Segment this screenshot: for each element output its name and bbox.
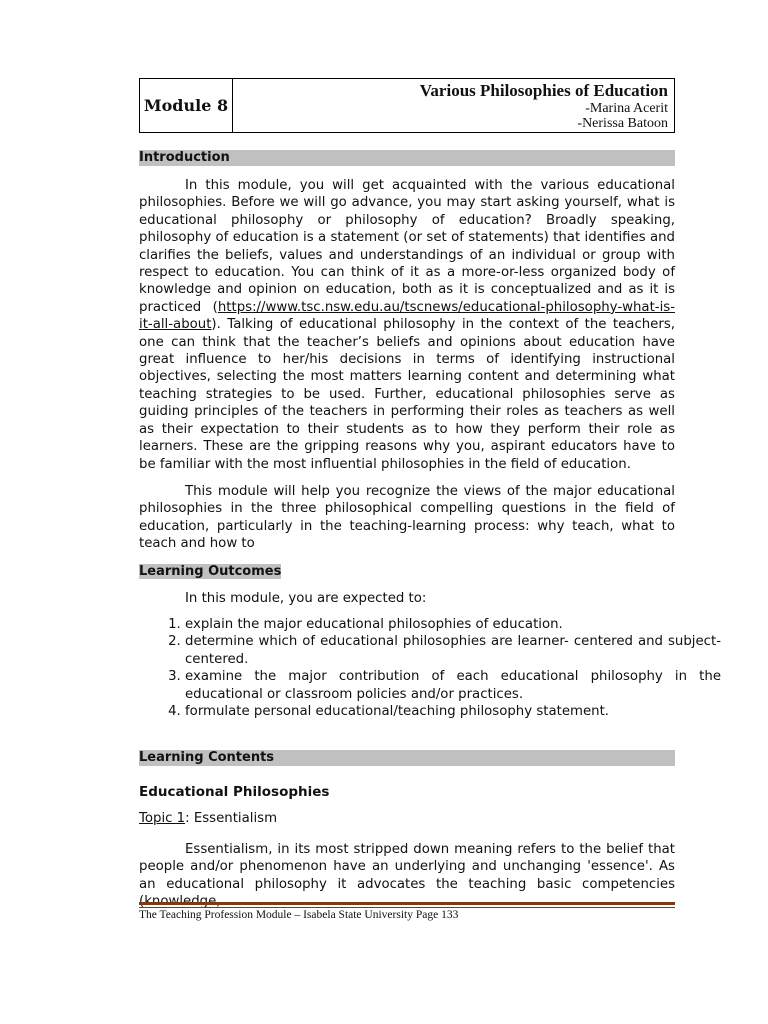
list-item: 3. examine the major contribution of each educational philosophy in the educational or classroom policies and/or practices. bbox=[185, 668, 721, 703]
module-title-block bbox=[233, 79, 674, 132]
list-item: 4. formulate personal educational/teaching philosophy statement. bbox=[185, 703, 721, 720]
essentialism-paragraph: Essentialism, in its most stripped down meaning refers to the belief that people and/or phenomenon have an underlying and unchanging 'essence'. As an educational philosophy it advocates the teaching basic competencies bbox=[139, 842, 675, 892]
intro-text-part-1: In this module, you will get acquainted with the various educational philosophies. Before we will go advance, you may start asking yourself, what is educational philosophy or philosophy of education? Broadly speaking, philosophy of education is a statement (or set of statements) that identifies and clarifies the beliefs, values and understandings of an individual or group with respect to education. You can think of it as a more-or-less organized body of knowledge and opinion on education, both as it is conceptualized and as it is practiced ( bbox=[139, 178, 675, 315]
learning-contents-heading-text: Learning Contents bbox=[139, 750, 275, 765]
source-link[interactable]: https://www.tsc.nsw.edu.au/tscnews/educational-philosophy-what-is-it-all-about bbox=[139, 299, 675, 333]
footer-rule bbox=[139, 902, 675, 908]
module-number: Module 8 bbox=[140, 79, 233, 132]
topic-1-heading bbox=[139, 811, 277, 826]
author-1: -Marina Acerit bbox=[585, 101, 668, 116]
introduction-heading-text: Introduction bbox=[139, 150, 230, 165]
list-item: 1. explain the major educational philosophies of education. bbox=[185, 616, 721, 633]
intro-text-part-2: ). Talking of educational philosophy in the context of the teachers, one can think that the teacher’s beliefs and opinions about education have great influence to her/his decisions in terms of identifying instructional objectives, selecting the most matters learning content and determining what teaching strategies to be used. Further, educational philosophies serve as guiding principles of the teachers in performing their roles as teachers as well as their expectation to their students as to how they perform their role as learners. These are the gripping reasons why you, aspirant educators have to be familiar with the most influential philosophies in the field of education. bbox=[139, 317, 675, 472]
footer-rule-thick bbox=[139, 902, 675, 905]
introduction-paragraph-2: This module will help you recognize the views of the major educational philosophies in the three philosophical compelling questions in the field of education, particularly in the teaching-learning process: why teach, what to teach and how to bbox=[139, 484, 675, 552]
module-title: Various Philosophies of Education bbox=[419, 81, 668, 100]
footer-rule-thin bbox=[139, 907, 675, 908]
topic-label: Topic 1 bbox=[139, 811, 186, 826]
topic-title: : Essentialism bbox=[185, 811, 278, 826]
educational-philosophies-heading: Educational Philosophies bbox=[139, 784, 330, 800]
outcomes-intro: In this module, you are expected to: bbox=[185, 591, 427, 606]
list-item: 2. determine which of educational philosophies are learner- centered and subject-centered. bbox=[185, 633, 721, 668]
page-footer: The Teaching Profession Module – Isabela State University Page 133 bbox=[139, 909, 459, 921]
module-header bbox=[139, 78, 675, 133]
learning-contents-heading bbox=[139, 750, 675, 766]
author-2: -Nerissa Batoon bbox=[577, 116, 668, 131]
learning-outcomes-heading bbox=[139, 564, 675, 580]
learning-outcomes-heading-text: Learning Outcomes bbox=[139, 564, 282, 579]
introduction-heading bbox=[139, 150, 675, 166]
introduction-paragraph-1 bbox=[139, 177, 675, 473]
outcomes-list bbox=[139, 616, 721, 720]
